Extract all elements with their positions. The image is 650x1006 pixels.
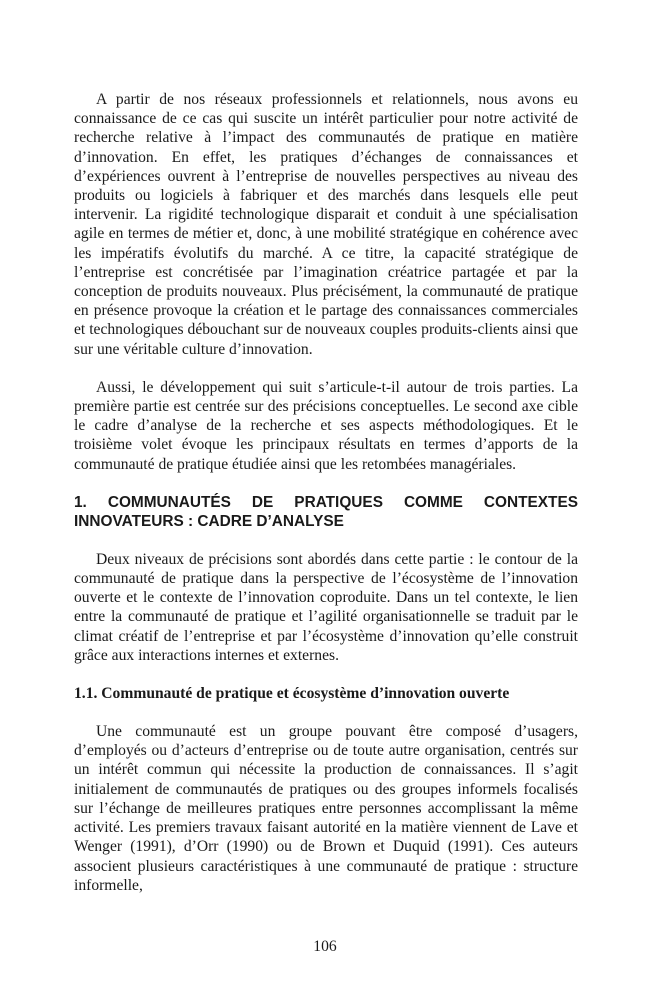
spacer — [74, 665, 578, 684]
paragraph-outline: Aussi, le développement qui suit s’articule-t-il autour de trois parties. La première partie est centrée sur des précisions conceptuelles. Le second axe cible le cadre d’analyse de la recherche et ses aspects méthodologiques. Et le troisième volet évoque les principaux résultats en termes d’apports de la communauté de pratique étudiée ainsi que les retombées managériales. — [74, 378, 578, 473]
spacer — [74, 531, 578, 550]
paragraph-section-intro: Deux niveaux de précisions sont abordés dans cette partie : le contour de la communauté de pratique dans la perspective de l’écosystème de l’innovation ouverte et le contexte de l’innovation coproduite. Dans un tel contexte, le lien entre la communauté de pratique et l’agilité organisationnelle se traduit par le climat créatif de l’entreprise et par l’écosystème d’innovation qu’elle construit grâce aux interactions internes et externes. — [74, 550, 578, 664]
page-body — [74, 90, 578, 895]
paragraph-community-definition: Une communauté est un groupe pouvant être composé d’usagers, d’employés ou d’acteurs d’entreprise ou de toute autre organisation, centrés sur un intérêt commun qui nécessite la production de connaissances. Il s’agit initialement de communautés de pratiques ou des groupes informels focalisés sur l’échange de meilleures pratiques entre personnes accomplissant la même activité. Les premiers travaux faisant autorité en la matière viennent de Lave et Wenger (1991), d’Orr (1990) ou de Brown et Duquid (1991). Ces auteurs associent plusieurs caractéristiques à une communauté de pratique : structure informelle, — [74, 723, 578, 894]
subsection-heading: 1.1. Communauté de pratique et écosystème d’innovation ouverte — [74, 685, 510, 703]
spacer — [74, 703, 578, 722]
page-number: 106 — [313, 938, 337, 955]
spacer — [74, 359, 578, 378]
paragraph-intro-case: A partir de nos réseaux professionnels et relationnels, nous avons eu connaissance de ce cas qui suscite un intérêt particulier pour notre activité de recherche relative à l’impact des communautés de pratique en matière d’innovation. En effet, les pratiques d’échanges de connaissances et d’expériences ouvrent à l’entreprise de nouvelles perspectives au niveau des produits ou logiciels à fabriquer et des marchés dans lesquels elle peut intervenir. La rigidité technologique disparait et conduit à une spécialisation agile en termes de métier et, donc, à une mobilité stratégique en cohérence avec les impératifs évolutifs du marché. A ce titre, la capacité stratégique de l’entreprise est concrétisée par l’imagination créatrice partagée et par la conception de produits nouveaux. Plus précisément, la communauté de pratique en présence provoque la création et le partage des connaissances commerciales et technologiques débouchant sur de nouveaux couples produits-clients ainsi que sur une véritable culture d’innovation. — [74, 91, 578, 358]
section-heading: 1. COMMUNAUTÉS DE PRATIQUES COMME CONTEXTES INNOVATEURS : CADRE D’ANALYSE — [74, 493, 578, 530]
spacer — [74, 474, 578, 493]
